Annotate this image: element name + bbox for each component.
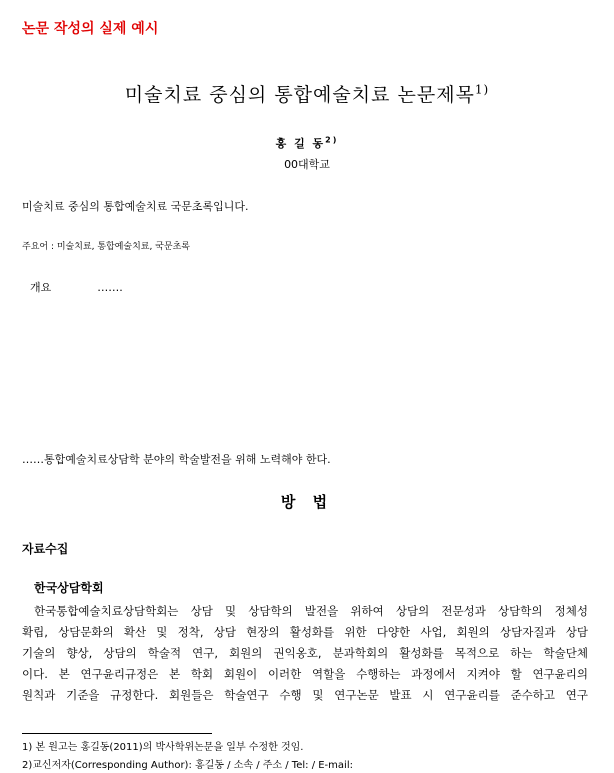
footnote-divider (22, 733, 212, 734)
section-title: 방 법 (280, 493, 334, 511)
keywords: 주요어 : 미술치료, 통합예술치료, 국문초록 (22, 242, 190, 252)
overview-heading (30, 279, 123, 295)
abstract-text: 미술치료 중심의 통합예술치료 국문초록입니다. (22, 200, 249, 213)
body-line: 이다. 본 연구윤리규정은 본 학회 회원이 이러한 역할을 수행하는 과정에서 지켜야 할 연구윤리의 (22, 667, 588, 681)
footnote-2: 2)교신저자(Corresponding Author): 홍길동 / 소속 / 주소 / Tel: / E-mail: (22, 760, 353, 771)
title-footnote-mark: 1) (474, 82, 490, 97)
author-name-text: 홍 길 동 (275, 137, 326, 150)
author-name (0, 135, 614, 151)
subsubsection-title: 한국상담학회 (34, 581, 104, 595)
affiliation: 00대학교 (284, 158, 330, 171)
body-line: 확립, 상담문화의 확산 및 정착, 상담 현장의 활성화를 위한 다양한 사업, 회원의 상담자질과 상담 (22, 625, 588, 639)
closing-sentence: ……통합예술치료상담학 분야의 학술발전을 위해 노력해야 한다. (22, 453, 331, 466)
overview-label: 개요 (30, 281, 52, 294)
body-line: 기술의 향상, 상담의 학술적 연구, 회원의 권익옹호, 분과학회의 활성화를 목적으로 하는 학술단체 (22, 646, 588, 660)
body-line: 한국통합예술치료상담학회는 상담 및 상담학의 발전을 위하여 상담의 전문성과 상담학의 정체성 (34, 604, 588, 618)
paper-title (0, 80, 614, 107)
body-line: 원칙과 기준을 규정한다. 회원들은 학술연구 수행 및 연구논문 발표 시 연구윤리를 준수하고 연구 (22, 688, 588, 702)
subsection-title: 자료수집 (22, 542, 69, 556)
footnote-1: 1) 본 원고는 홍길동(2011)의 박사학위논문을 일부 수정한 것임. (22, 742, 304, 753)
paper-title-text: 미술치료 중심의 통합예술치료 논문제목 (124, 84, 475, 106)
body-paragraph (22, 601, 588, 706)
header-note: 논문 작성의 실제 예시 (22, 21, 159, 37)
author-footnote-mark: 2) (325, 135, 339, 145)
overview-dots: ……. (97, 281, 123, 294)
